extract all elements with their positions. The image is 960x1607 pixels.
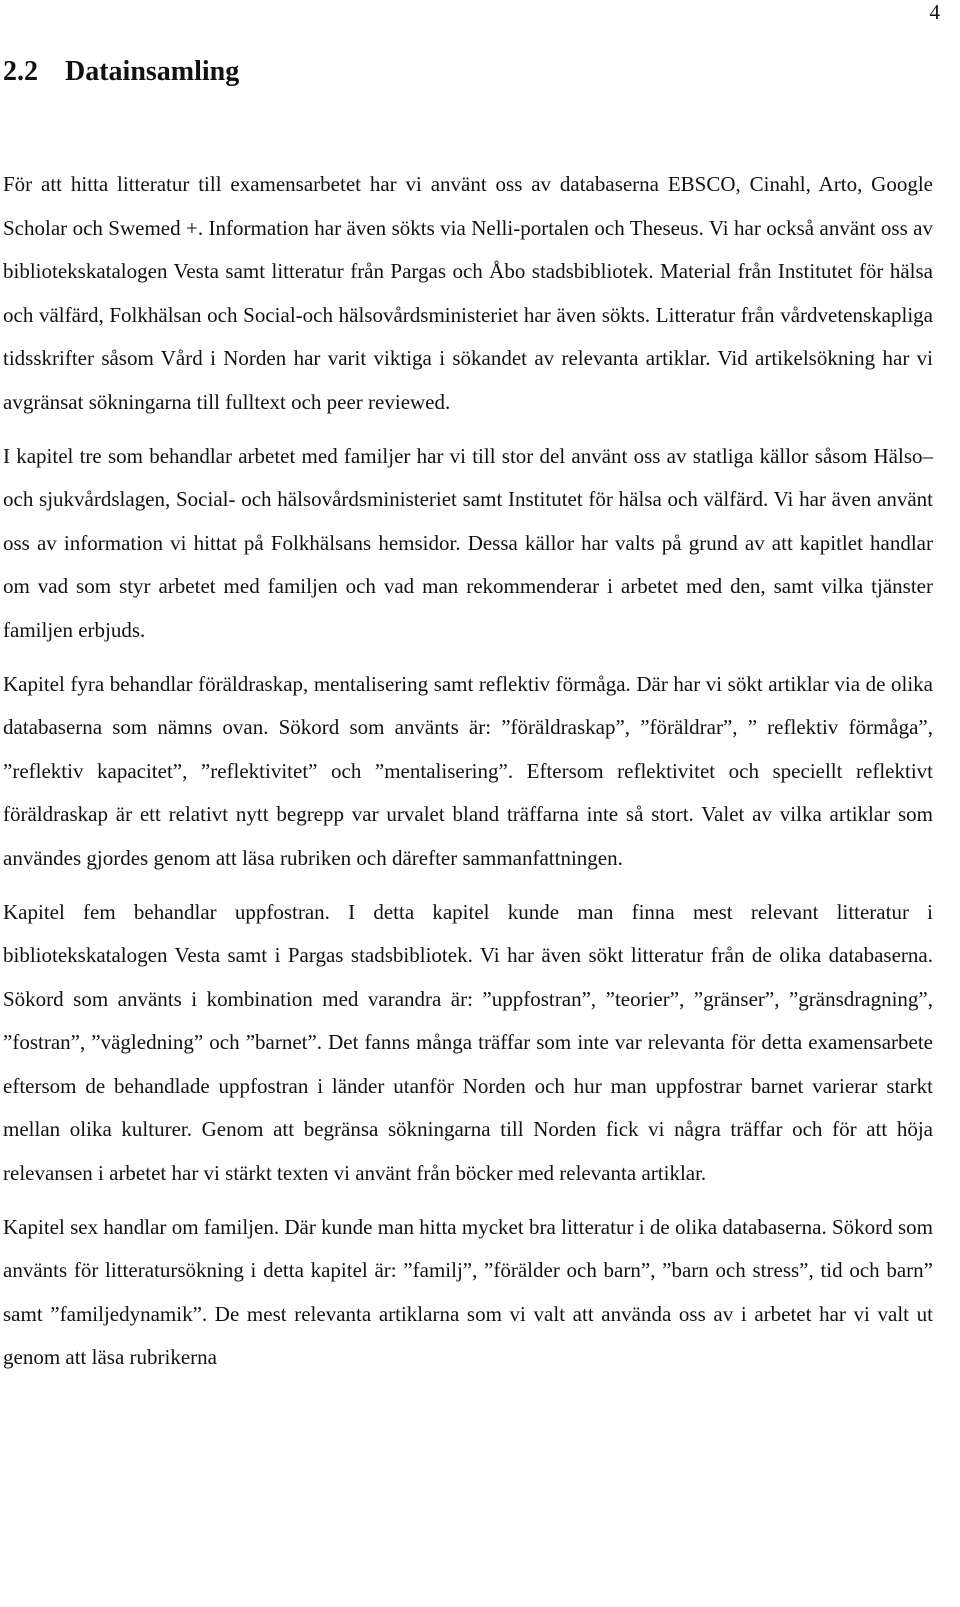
section-heading — [3, 52, 239, 92]
body-text — [3, 163, 933, 1390]
paragraph-chapter-six: Kapitel sex handlar om familjen. Där kunde man hitta mycket bra litteratur i de olika databaserna. Sökord som använts för litteratursökning i detta kapitel är: ”familj”, ”förälder och barn”, ”barn och stress”, tid och barn” samt ”familjedynamik”. De mest relevanta artiklarna som vi valt att använda oss av i arbetet har vi valt ut genom att läsa rubrikerna — [3, 1214, 933, 1370]
paragraph-databases: För att hitta litteratur till examensarbetet har vi använt oss av databaserna EBSCO, Cinahl, Arto, Google Scholar och Swemed +. Information har även sökts via Nelli-portalen och Theseus. Vi har också använt oss av bibliotekskatalogen Vesta samt litteratur från Pargas och Åbo stadsbibliotek. Material från Institutet för hälsa och välfärd, Folkhälsan och Social-och hälsovårdsministeriet har även sökts. Litteratur från vårdvetenskapliga tidsskrifter såsom Vård i Norden har varit viktiga i sökandet av relevanta artiklar. Vid artikelsökning har vi avgränsat sökningarna till fulltext och peer reviewed. — [3, 172, 933, 414]
page-number: 4 — [929, 0, 940, 24]
section-title: Datainsamling — [65, 56, 240, 87]
paragraph-chapter-five: Kapitel fem behandlar uppfostran. I detta kapitel kunde man finna mest relevant litteratur i bibliotekskatalogen Vesta samt i Pargas stadsbibliotek. Vi har även sökt litteratur från de olika databaserna. Sökord som använts i kombination med varandra är: ”uppfostran”, ”teorier”, ”gränser”, ”gränsdragning”, ”fostran”, ”vägledning” och ”barnet”. Det fanns många träffar som inte var relevanta för detta examensarbete eftersom de behandlade uppfostran i länder utanför Norden och hur man uppfostrar barnet varierar starkt mellan olika kulturer. Genom att begränsa sökningarna till Norden fick vi några träffar och för att höja relevansen i arbetet har vi stärkt texten vi använt från böcker med relevanta artiklar. — [3, 899, 933, 1186]
section-number: 2.2 — [3, 56, 38, 87]
paragraph-chapter-three: I kapitel tre som behandlar arbetet med familjer har vi till stor del använt oss av statliga källor såsom Hälso– och sjukvårdslagen, Social- och hälsovårdsministeriet samt Institutet för hälsa och välfärd. Vi har även använt oss av information vi hittat på Folkhälsans hemsidor. Dessa källor har valts på grund av att kapitlet handlar om vad som styr arbetet med familjen och vad man rekommenderar i arbetet med den, samt vilka tjänster familjen erbjuds. — [3, 443, 933, 642]
paragraph-chapter-four: Kapitel fyra behandlar föräldraskap, mentalisering samt reflektiv förmåga. Där har vi sökt artiklar via de olika databaserna som nämns ovan. Sökord som använts är: ”föräldraskap”, ”föräldrar”, ” reflektiv förmåga”, ”reflektiv kapacitet”, ”reflektivitet” och ”mentalisering”. Eftersom reflektivitet och speciellt reflektivt föräldraskap är ett relativt nytt begrepp var urvalet bland träffarna inte så stort. Valet av vilka artiklar som användes gjordes genom att läsa rubriken och därefter sammanfattningen. — [3, 671, 933, 870]
